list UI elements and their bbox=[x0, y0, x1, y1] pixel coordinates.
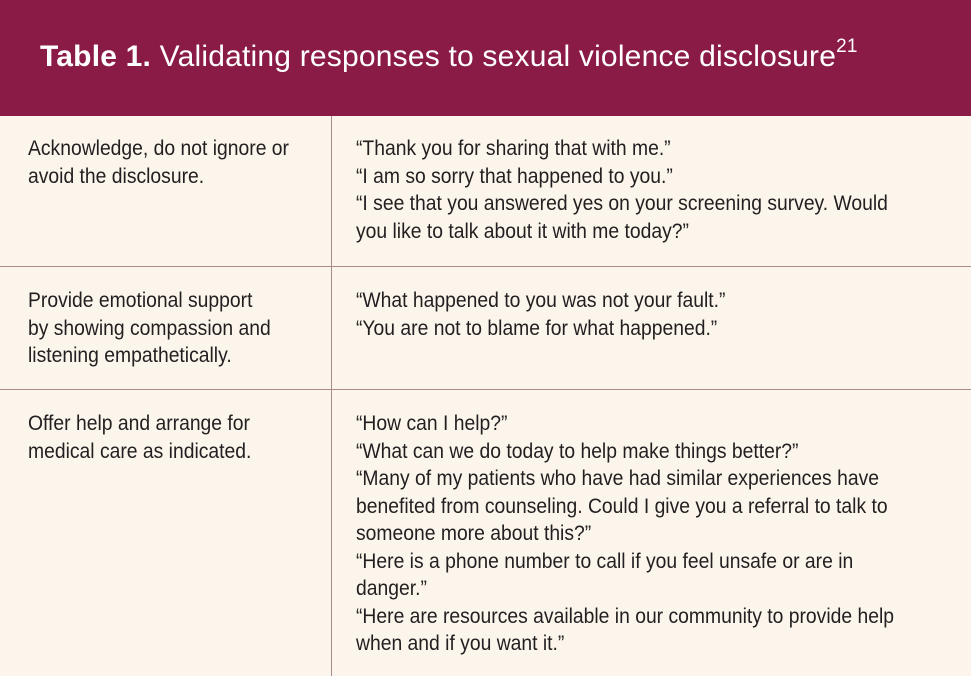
row-3-response-line-5: someone more about this?” bbox=[356, 522, 592, 545]
row-1-response-line-2: “I am so sorry that happened to you.” bbox=[356, 164, 673, 188]
row-2-action-line-1: Provide emotional support bbox=[28, 289, 253, 312]
table-row-acknowledge bbox=[0, 116, 971, 266]
row-1-action-line-1: Acknowledge, do not ignore or bbox=[28, 137, 289, 160]
table-title bbox=[40, 37, 971, 77]
row-3-response-cell bbox=[356, 410, 945, 658]
row-1-action-cell bbox=[28, 135, 304, 190]
row-3-response-line-2: “What can we do today to help make things better?” bbox=[356, 439, 799, 463]
table-header bbox=[0, 0, 971, 116]
row-1-response-line-1: “Thank you for sharing that with me.” bbox=[356, 137, 671, 160]
row-2-action-line-2: by showing compassion and bbox=[28, 316, 271, 340]
table-row-emotional-support bbox=[0, 267, 971, 389]
row-3-action-line-1: Offer help and arrange for bbox=[28, 412, 250, 435]
row-3-response-line-6: “Here is a phone number to call if you feel unsafe or are in bbox=[356, 549, 854, 573]
row-1-response-line-3: “I see that you answered yes on your screening survey. Would bbox=[356, 192, 888, 215]
row-2-response-line-1: “What happened to you was not your fault.” bbox=[356, 289, 726, 312]
row-3-response-line-4: benefited from counseling. Could I give you a referral to talk to bbox=[356, 494, 888, 518]
table-title-text: Validating responses to sexual violence disclosure bbox=[159, 40, 837, 73]
row-1-response-line-4: you like to talk about it with me today?” bbox=[356, 219, 689, 243]
row-3-action-cell bbox=[28, 410, 304, 465]
row-2-response-line-2: “You are not to blame for what happened.” bbox=[356, 316, 718, 340]
row-2-action-cell bbox=[28, 287, 304, 370]
row-3-response-line-7: danger.” bbox=[356, 577, 427, 600]
row-2-response-cell bbox=[356, 287, 945, 342]
table-row-offer-help bbox=[0, 390, 971, 676]
row-3-response-line-3: “Many of my patients who have had similar experiences have bbox=[356, 467, 879, 490]
row-3-response-line-1: “How can I help?” bbox=[356, 412, 508, 435]
citation-superscript: 21 bbox=[836, 36, 858, 57]
row-3-response-line-8: “Here are resources available in our community to provide help bbox=[356, 604, 894, 628]
row-1-action-line-2: avoid the disclosure. bbox=[28, 164, 205, 188]
row-2-action-line-3: listening empathetically. bbox=[28, 344, 232, 367]
row-3-response-line-9: when and if you want it.” bbox=[356, 632, 565, 655]
row-3-action-line-2: medical care as indicated. bbox=[28, 439, 252, 463]
row-1-response-cell bbox=[356, 135, 945, 245]
table-label: Table 1. bbox=[40, 40, 152, 73]
